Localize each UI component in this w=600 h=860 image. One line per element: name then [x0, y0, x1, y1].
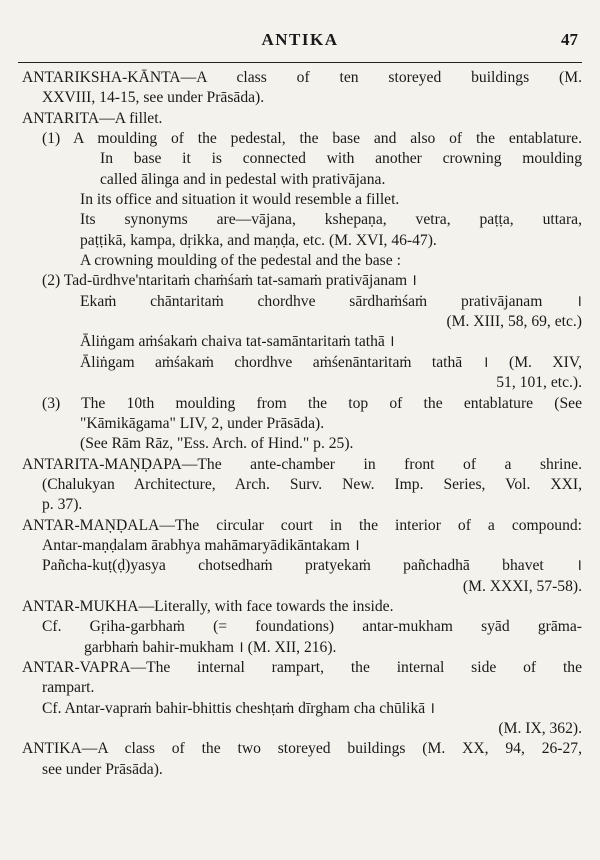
- text-line: Āliṅgam aṁśakaṁ chaiva tat-samāntaritaṁ tathā ।: [80, 333, 395, 351]
- text-line: (2) Tad-ūrdhve'ntaritaṁ chaṁśaṁ tat-samaṁ prativājanam ।: [42, 272, 417, 290]
- text-line: Cf. Antar-vapraṁ bahir-bhittis cheshṭaṁ dīrgham cha chūlikā ।: [42, 699, 435, 717]
- text-line: 51, 101, etc.).: [496, 374, 582, 392]
- text-line: ANTAR-VAPRA—The internal rampart, the internal side of the: [22, 658, 582, 676]
- text-line: (Chalukyan Architecture, Arch. Surv. New. Imp. Series, Vol. XXI,: [42, 475, 582, 493]
- running-header: [0, 30, 600, 54]
- text-line: (1) A moulding of the pedestal, the base and also of the entablature.: [42, 130, 582, 148]
- text-line: Pañcha-kuṭ(ḍ)yasya chotsedhaṁ pratyekaṁ pañchadhā bhavet ।: [42, 557, 582, 575]
- text-line: paṭṭikā, kampa, dṛikka, and maṇḍa, etc. (M. XVI, 46-47).: [80, 231, 437, 249]
- text-line: Cf. Gṛiha-garbhaṁ (= foundations) antar-mukham syād grāma-: [42, 618, 582, 636]
- dictionary-entries: [18, 68, 582, 780]
- text-line: (M. XIII, 58, 69, etc.): [446, 313, 582, 331]
- text-line: rampart.: [42, 679, 95, 697]
- text-line: Its synonyms are—vājana, kshepaṇa, vetra, paṭṭa, uttara,: [80, 211, 582, 229]
- text-line: p. 37).: [42, 496, 83, 514]
- text-line: ANTARITA-MAṆḌAPA—The ante-chamber in front of a shrine.: [22, 455, 582, 473]
- text-line: (M. XXXI, 57-58).: [462, 577, 582, 595]
- text-line: see under Prāsāda).: [42, 760, 163, 778]
- text-line: In its office and situation it would resemble a fillet.: [80, 191, 400, 209]
- text-line: ANTIKA—A class of the two storeyed buildings (M. XX, 94, 26-27,: [22, 740, 582, 758]
- text-line: ANTARITA—A fillet.: [22, 109, 163, 127]
- text-line: ANTAR-MUKHA—Literally, with face towards the inside.: [22, 597, 394, 615]
- text-line: XXVIII, 14-15, see under Prāsāda).: [42, 89, 265, 107]
- text-line: "Kāmikāgama" LIV, 2, under Prāsāda).: [80, 414, 325, 432]
- text-line: Āliṅgam aṁśakaṁ chordhve aṁśenāntaritaṁ tathā । (M. XIV,: [80, 353, 582, 371]
- text-line: Antar-maṇḍalam ārabhya mahāmaryādikāntakam ।: [42, 536, 360, 554]
- text-line: called ālinga and in pedestal with prativājana.: [100, 170, 386, 188]
- text-line: Ekaṁ chāntaritaṁ chordhve sārdhaṁśaṁ prativājanam ।: [80, 292, 582, 310]
- text-line: ANTAR-MAṆḌALA—The circular court in the interior of a compound:: [22, 516, 582, 534]
- text-line: ANTARIKSHA-KĀNTA—A class of ten storeyed buildings (M.: [22, 69, 582, 86]
- text-line: (M. IX, 362).: [498, 720, 582, 737]
- text-line: (3) The 10th moulding from the top of the entablature (See: [42, 394, 582, 412]
- text-line: In base it is connected with another crowning moulding: [100, 150, 582, 168]
- running-head-title: ANTIKA: [261, 30, 339, 49]
- text-line: (See Rām Rāz, "Ess. Arch. of Hind." p. 25).: [80, 435, 354, 453]
- text-line: A crowning moulding of the pedestal and the base :: [80, 252, 401, 270]
- text-line: garbhaṁ bahir-mukham । (M. XII, 216).: [84, 638, 337, 656]
- page-number: 47: [561, 30, 578, 49]
- header-rule: [18, 62, 582, 63]
